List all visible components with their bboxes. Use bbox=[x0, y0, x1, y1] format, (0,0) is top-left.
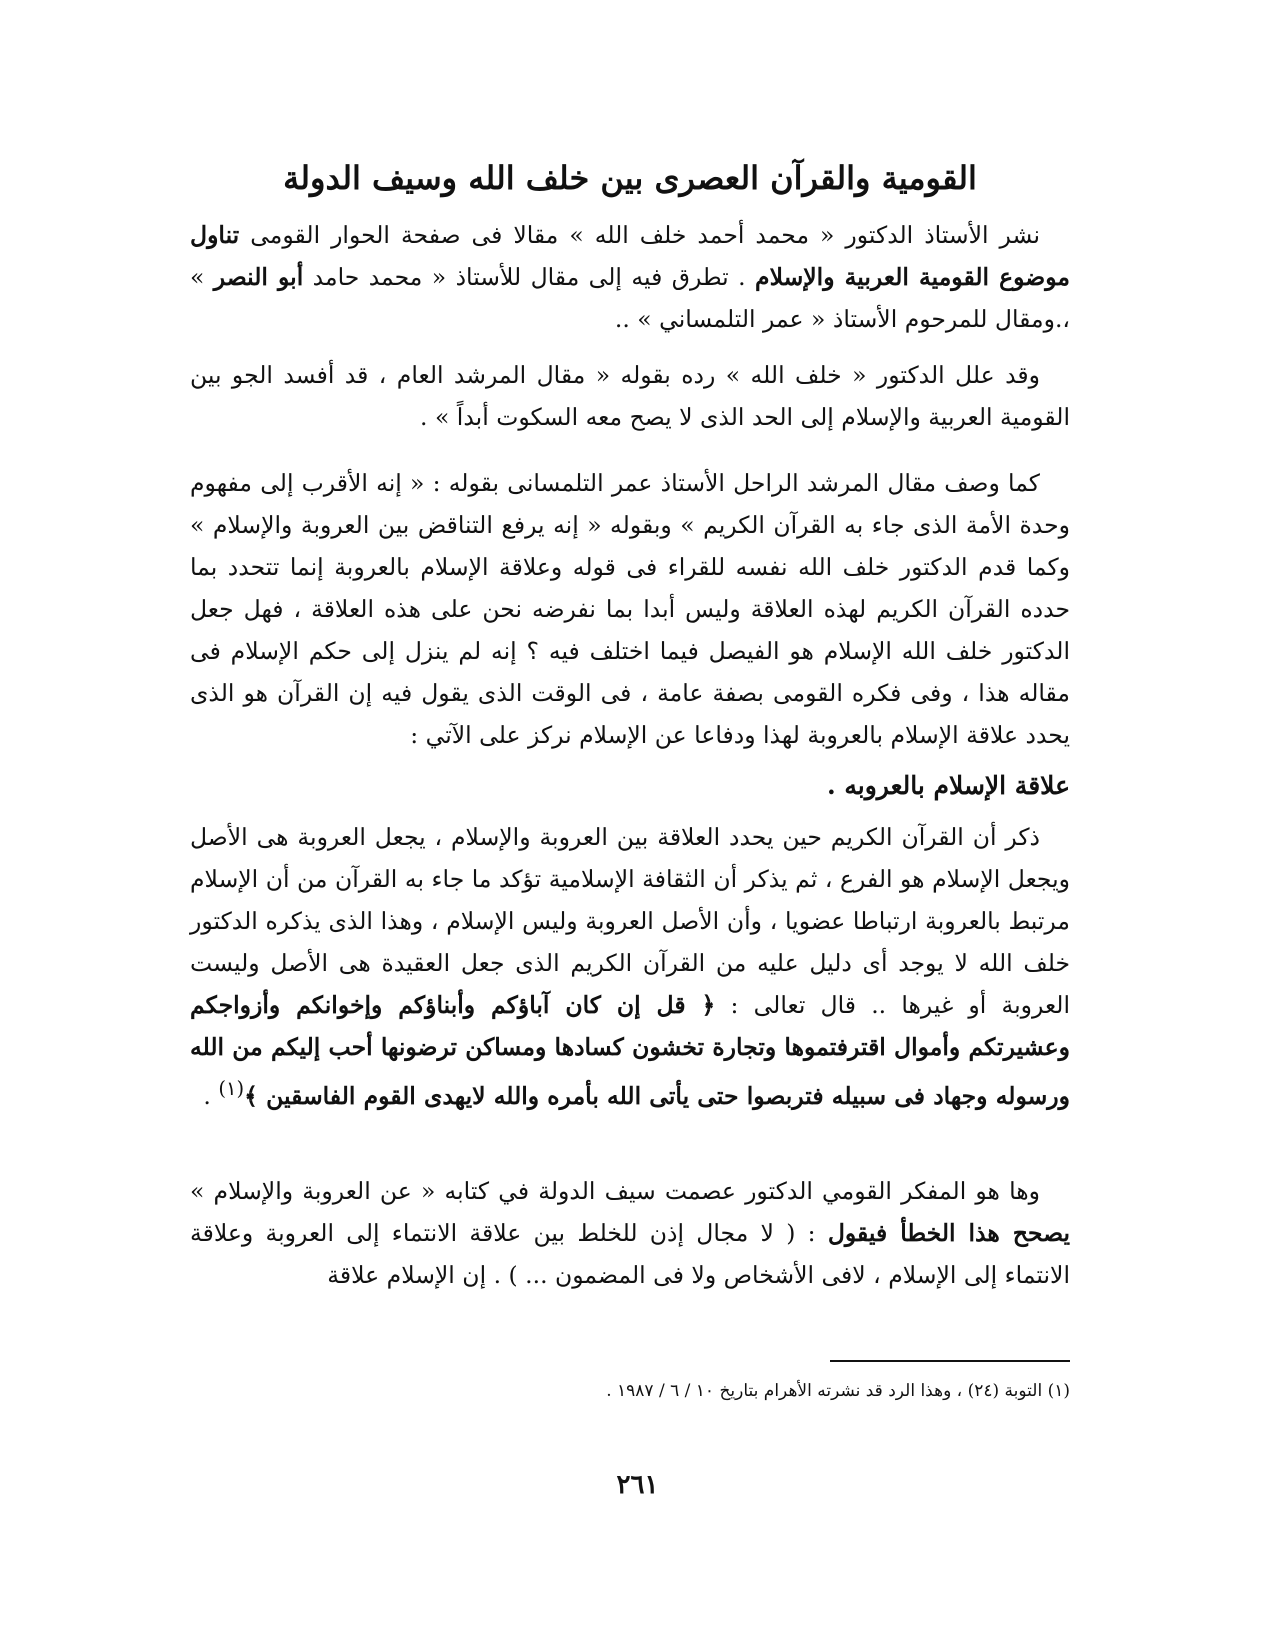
paragraph-3-text: كما وصف مقال المرشد الراحل الأستاذ عمر التلمسانى بقوله : « إنه الأقرب إلى مفهوم وحدة الأمة الذى جاء به القرآن الكريم » وبقوله « إنه يرفع التناقض بين العروبة والإسلام » وكما قدم الدكتور خلف الله نفسه للقراء فى قوله وعلاقة الإسلام بالعروبة إنما تتحدد بما حدده القرآن الكريم لهذه العلاقة وليس أبدا بما نفرضه نحن على هذه العلاقة ، فهل جعل الدكتور خلف الله الإسلام هو الفيصل فيما اختلف فيه ؟ إنه لم ينزل إلى حكم الإسلام فى مقاله هذا ، وفى فكره القومى بصفة عامة ، فى الوقت الذى يقول فيه إن القرآن هو الذى يحدد علاقة الإسلام بالعروبة لهذا ودفاعا عن الإسلام نركز على الآتي : bbox=[190, 469, 1070, 749]
paragraph-5 bbox=[190, 1170, 1070, 1296]
paragraph-1-bold-topic: تناول موضوع القومية العربية والإسلام bbox=[190, 221, 1070, 291]
footnote: (١) التوبة (٢٤) ، وهذا الرد قد نشرته الأهرام بتاريخ ١٠ / ٦ / ١٩٨٧ . bbox=[606, 1381, 1070, 1401]
paragraph-5-part-a: وها هو المفكر القومي الدكتور عصمت سيف الدولة في كتابه « عن العروبة والإسلام » bbox=[190, 1177, 1040, 1205]
paragraph-1-part-c: . تطرق فيه إلى مقال للأستاذ « محمد حامد bbox=[303, 263, 756, 291]
paragraph-1-part-e: » ،.ومقال للمرحوم الأستاذ « عمر التلمساني » .. bbox=[190, 263, 1070, 333]
paragraph-3 bbox=[190, 462, 1070, 756]
paragraph-1-part-a: نشر الأستاذ الدكتور « محمد أحمد خلف الله » مقالا فى صفحة الحوار القومى bbox=[239, 221, 1040, 249]
paragraph-2 bbox=[190, 354, 1070, 438]
paragraph-4 bbox=[190, 816, 1070, 1117]
paragraph-4-text: ذكر أن القرآن الكريم حين يحدد العلاقة بين العروبة والإسلام ، يجعل العروبة هى الأصل ويجعل الإسلام هو الفرع ، ثم يذكر أن الثقافة الإسلامية تؤكد ما جاء به القرآن من أن الإسلام مرتبط بالعروبة ارتباطا عضويا ، وأن الأصل العروبة وليس الإسلام ، وهذا الذى يذكره الدكتور خلف الله لا يوجد أى دليل عليه من القرآن الكريم الذى جعل العقيدة هى الأصل وليست العروبة أو غيرها .. قال تعالى : bbox=[190, 823, 1070, 1019]
page-number: ٢٦١ bbox=[616, 1470, 659, 1500]
quran-quote: ﴿ قل إن كان آباؤكم وأبناؤكم وإخوانكم وأزواجكم وعشيرتكم وأموال اقترفتموها وتجارة تخشون كسادها ومساكن ترضونها أحب إليكم من الله ورسوله وجهاد فى سبيله فتربصوا حتى يأتى الله بأمره والله لايهدى القوم الفاسقين ﴾ bbox=[190, 991, 1070, 1110]
section-heading: علاقة الإسلام بالعروبه . bbox=[826, 771, 1070, 800]
page-title: القومية والقرآن العصرى بين خلف الله وسيف الدولة bbox=[283, 159, 977, 197]
paragraph-1-bold-name: أبو النصر bbox=[213, 263, 304, 291]
footnote-reference: (١) bbox=[218, 1077, 245, 1100]
footnote-divider bbox=[830, 1360, 1070, 1362]
paragraph-4-end: . bbox=[203, 1081, 219, 1110]
paragraph-1 bbox=[190, 214, 1070, 340]
paragraph-5-part-c: : ( لا مجال إذن للخلط بين علاقة الانتماء إلى العروبة وعلاقة الانتماء إلى الإسلام ، لافى الأشخاص ولا فى المضمون ... ) . إن الإسلام علاقة bbox=[190, 1219, 1070, 1289]
paragraph-2-text: وقد علل الدكتور « خلف الله » رده بقوله « مقال المرشد العام ، قد أفسد الجو بين القومية العربية والإسلام إلى الحد الذى لا يصح معه السكوت أبداً » . bbox=[190, 361, 1070, 431]
paragraph-5-bold: يصحح هذا الخطأ فيقول bbox=[827, 1219, 1070, 1247]
